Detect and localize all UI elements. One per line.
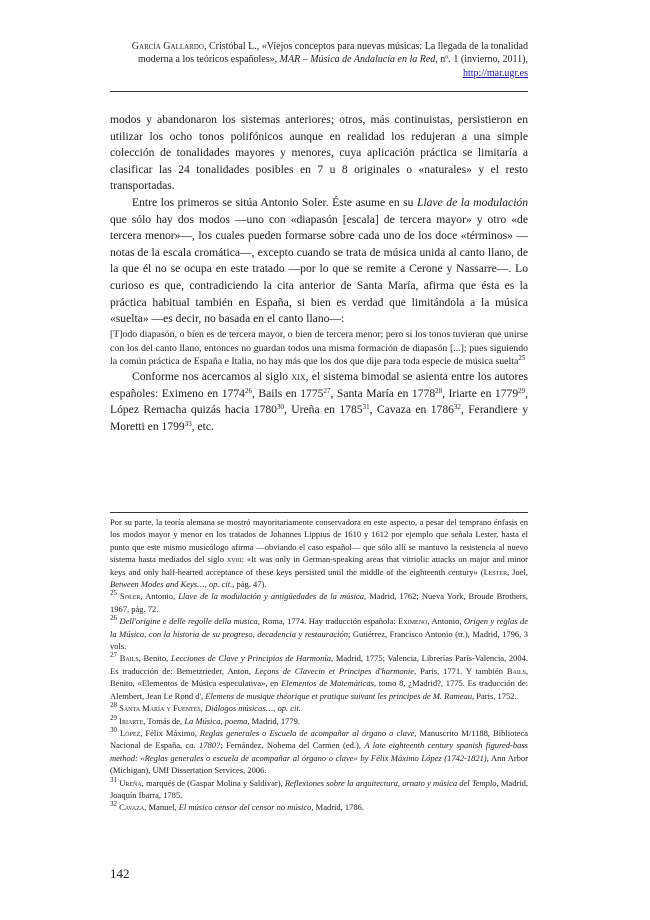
fn-text: , Paris, 1771. Y también bbox=[414, 665, 507, 676]
p3-text: , Ferandiere y Moretti en 1799 bbox=[110, 403, 528, 433]
fn-number: 32 bbox=[110, 800, 117, 809]
fn-text: , Madrid, Joaquín Ibarra, 1785. bbox=[110, 777, 529, 800]
fn-title: A late eighteenth century spanish figured-bass method: «Reglas generales o escuela de acompañar al órgano o clave» by Félix Máximo López (1742-1821) bbox=[110, 740, 528, 763]
footnote-32 bbox=[110, 801, 528, 813]
footnote-rule bbox=[110, 512, 528, 513]
fn-title: Leçons de Clavecin et Principes d'harmonie bbox=[254, 665, 415, 676]
fn-text: ; Gutiérrez, Francisco Antonio (tr.), Madrid, 1796, 3 vols. bbox=[110, 628, 528, 652]
fn-author: Santa María y Fuentes bbox=[119, 703, 201, 714]
fn-title: Reglas generales o Escuela de acompañar al órgano o clave bbox=[199, 727, 415, 738]
fn-number: 29 bbox=[110, 713, 117, 722]
fn-title: La Música, poema bbox=[184, 715, 248, 726]
fn-number: 27 bbox=[110, 651, 117, 660]
fn-century: xviii bbox=[226, 554, 242, 565]
fn-title: Llave de la modulación y antigüedades de la música bbox=[178, 591, 365, 602]
fn-title: Between Modes and Keys…, op. cit. bbox=[110, 579, 233, 590]
footnote-ref-30[interactable]: 30 bbox=[276, 403, 284, 412]
fn-title: Elemens de musique théorique et pratique suivant les principes de M. Rameau bbox=[205, 690, 472, 701]
century-numeral: xix bbox=[291, 370, 306, 384]
footnote-29 bbox=[110, 715, 528, 727]
fn-text: : «It was only in German-speaking areas that vitriolic attacks on major and minor keys and only half-hearted acceptance of these keys persisted until the middle of the eighteenth century» ( bbox=[110, 554, 528, 577]
fn-text: , Benito, «Elementos de Música especulativa», en bbox=[110, 665, 528, 689]
fn-number: 31 bbox=[110, 775, 117, 784]
fn-author: Ureña bbox=[119, 777, 142, 788]
fn-author: Bails bbox=[506, 665, 526, 676]
p3-text: , Cavaza en 1786 bbox=[369, 403, 454, 417]
footnotes bbox=[110, 516, 528, 814]
block-quote-text: [T]odo diapasón, o bien es de tercera mayor, o bien de tercera menor; pero si los tonos tuvieran que unirse con los del canto llano, entonces no guardan todos una misma formación de diapasón [...]; pues siguiendo la común práctica de España e Italia, no hay más que los dos que dije para toda especie de música suelta bbox=[110, 328, 528, 368]
paragraph-2-text: Entre los primeros se sitúa Antonio Soler. Éste asume en su bbox=[132, 195, 417, 209]
fn-author: Lester bbox=[483, 566, 508, 577]
fn-text: , Antonio, bbox=[427, 616, 464, 627]
fn-text: Por su parte, la teoría alemana se mostró mayoritariamente conservadora en este aspecto, a pesar del temprano énfasis en los modos mayor y menor en los tratados de Johannes Lippius de 1610 y 1612 por ejemplo que señala Lester, hasta el punto que este mismo musicólogo afirma —obviando el caso español— que sólo allí se mantuvo la resistencia al nuevo sistema hasta mediados del siglo bbox=[110, 517, 528, 565]
fn-author: Soler bbox=[120, 591, 141, 602]
p3-text: , Iriarte en 1779 bbox=[442, 386, 519, 400]
fn-text: , tomo 8, ¿Madrid?, 1775. Es traducción de: Alembert, Jean Le Rond d', bbox=[110, 678, 528, 701]
footnote-26 bbox=[110, 615, 528, 652]
paragraph-1: modos y abandonaron los sistemas anteriores; otros, más continuistas, persistieron en utilizar los ocho tonos polifónicos aunque en realidad los redujeran a una simple colección de tonalidades mayores y menores, cuya aplicación práctica se limitaría a clasificar las 24 tonalidades posibles en 7 u 8 originales o «naturales» y el resto transportadas. bbox=[110, 113, 528, 193]
fn-text: , bbox=[200, 703, 205, 714]
fn-text: , Madrid, 1779. bbox=[247, 715, 301, 726]
fn-text: , Madrid, 1786. bbox=[311, 802, 365, 813]
footnote-ref-29[interactable]: 29 bbox=[518, 386, 526, 395]
fn-number: 25 bbox=[110, 589, 117, 598]
running-header bbox=[110, 40, 528, 80]
fn-author: Eximeno bbox=[398, 616, 428, 627]
fn-text: , Benito, bbox=[138, 653, 171, 664]
fn-number: 28 bbox=[110, 701, 117, 710]
page-number: 142 bbox=[110, 866, 130, 881]
fn-text: ; Fernández, Nohema del Carmen (ed.), bbox=[220, 740, 365, 751]
fn-text: , Madrid, 1775; Valencia, Librerías París-Valencia, 2004. Es traducción de: Bemetzrieder, Anton, bbox=[110, 653, 529, 676]
header-journal: MAR – Música de Andalucía en la Red bbox=[279, 54, 436, 66]
fn-text: , marqués de (Gaspar Molina y Saldívar), bbox=[141, 777, 285, 788]
fn-text: , Roma, 1774. Hay traducción española: bbox=[257, 616, 399, 627]
p3-text: , Ureña en 1785 bbox=[283, 403, 363, 417]
fn-text: , Madrid, 1762; Nueva York, Broude Brothers, 1967, pág. 72. bbox=[110, 591, 528, 614]
fn-title: El músico censor del censor no músico bbox=[178, 802, 312, 813]
paragraph-3 bbox=[110, 369, 528, 435]
fn-text: , Tomás de, bbox=[143, 715, 185, 726]
header-rule bbox=[110, 91, 528, 92]
footnote-30 bbox=[110, 727, 528, 777]
body-text bbox=[110, 112, 528, 435]
fn-text: , Ann Arbor (Michigan), UMI Dissertation Services, 2006. bbox=[110, 752, 528, 776]
fn-title: Elementos de Matemáticas bbox=[281, 678, 374, 689]
footnote-31 bbox=[110, 777, 528, 802]
header-issue: , nº. 1 (invierno, 2011), bbox=[435, 54, 528, 66]
footnote-25 bbox=[110, 590, 528, 615]
fn-title: Lecciones de Clave y Principios de Harmonía bbox=[170, 653, 332, 664]
footnote-ref-33[interactable]: 33 bbox=[184, 419, 192, 428]
fn-text: , Manuel, bbox=[144, 802, 179, 813]
footnote-28 bbox=[110, 702, 528, 714]
fn-circa: ca. 1780? bbox=[185, 740, 221, 751]
block-quote bbox=[110, 328, 528, 369]
fn-title: Origen y reglas de la Música, con la historia de su progreso, decadencia y restauración bbox=[110, 616, 529, 639]
footnote-ref-27[interactable]: 27 bbox=[323, 386, 331, 395]
p3-text: , López Remacha quizás hacia 1780 bbox=[110, 386, 529, 417]
header-author: García Gallardo bbox=[131, 41, 204, 52]
fn-title: Reflexiones sobre la arquitectura, ornato y música del Templo bbox=[284, 777, 497, 788]
fn-text: , Manuscrito M/1188, Biblioteca Nacional de España, bbox=[110, 727, 528, 751]
fn-number: 26 bbox=[110, 614, 117, 623]
fn-author: Iriarte bbox=[119, 715, 144, 726]
fn-author: Bails bbox=[119, 653, 139, 664]
llave-title: Llave de la modulación bbox=[417, 195, 529, 209]
paragraph-2 bbox=[110, 195, 528, 328]
fn-text: , Joel, bbox=[507, 566, 528, 577]
fn-text: , Paris, 1752. bbox=[472, 690, 517, 701]
footnote-ref-28[interactable]: 28 bbox=[435, 386, 443, 395]
fn-title: Diálogos músicos…, op. cit. bbox=[204, 703, 301, 714]
fn-author: López bbox=[120, 727, 141, 738]
fn-author: Cavaza bbox=[119, 802, 145, 813]
footnote-ref-25[interactable]: 25 bbox=[518, 354, 526, 363]
footnote-ref-31[interactable]: 31 bbox=[362, 403, 370, 412]
p3-text: Conforme nos acercamos al siglo bbox=[132, 370, 292, 384]
fn-text: , Félix Máximo, bbox=[140, 727, 200, 738]
footnote-ref-26[interactable]: 26 bbox=[244, 386, 252, 395]
p3-text: , Santa María en 1778 bbox=[330, 386, 436, 400]
header-citation: , Cristóbal L., «Viejos conceptos para nuevas músicas: La llegada de la tonalidad moderna a los teóricos españoles», bbox=[138, 41, 528, 66]
footnote-ref-32[interactable]: 32 bbox=[453, 403, 461, 412]
fn-text: , pág. 47). bbox=[232, 579, 267, 590]
fn-text: , Antonio, bbox=[140, 591, 179, 602]
p3-text: , el sistema bimodal se asienta entre los autores españoles: Eximeno en 1774 bbox=[110, 370, 528, 400]
p3-text: , etc. bbox=[191, 419, 214, 433]
footnote-continuation bbox=[110, 516, 528, 590]
fn-title: Dell'origine e delle regolle della musica bbox=[119, 616, 258, 627]
header-url-link[interactable]: http://mar.ugr.es bbox=[463, 67, 528, 79]
p3-text: , Bails en 1775 bbox=[251, 386, 324, 400]
footnote-27 bbox=[110, 652, 528, 702]
paragraph-2-text-cont: que sólo hay dos modos —uno con «diapasón [escala] de tercera mayor» y otro «de tercera menor»—, los cuales pueden formarse sobre cada uno de los doce «términos» —notas de la escala cromática—, excepto cuando se trata de música unida al canto llano, de la que él no se ocupa en este tratado —por lo que se remite a Cerone y Nassarre—. Lo curioso es que, contradiciendo la cita anterior de Santa María, afirma que ésta es la práctica habitual también en España, si bien es verdad que limitándola a la música «suelta» —es decir, no basada en el canto llano—: bbox=[110, 212, 528, 326]
fn-number: 30 bbox=[110, 725, 117, 734]
